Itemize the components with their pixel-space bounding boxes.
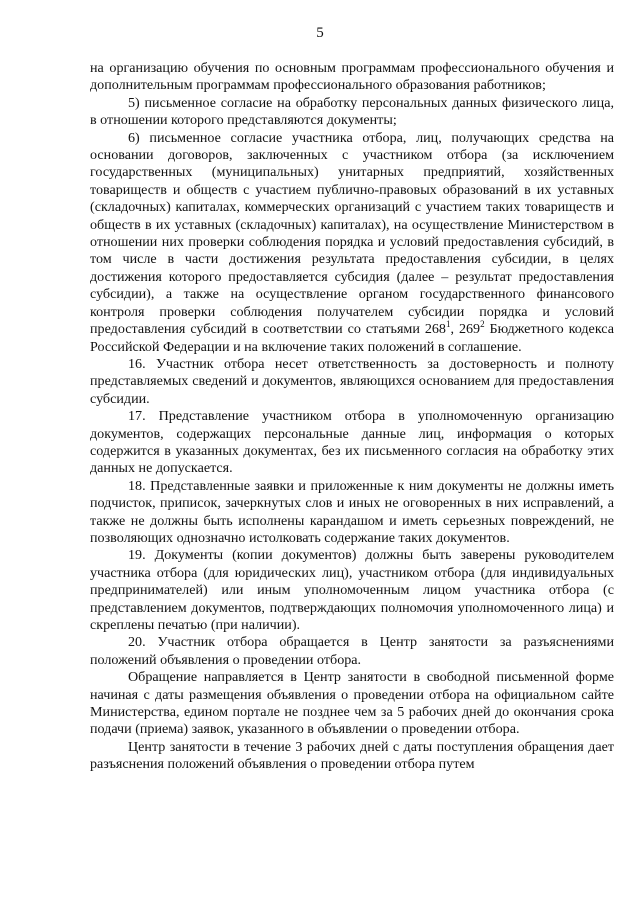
paragraph-18: 18. Представленные заявки и приложенные к ним документы не должны иметь подчисток, приписок, зачеркнутых слов и иных не оговоренных в них исправлений, а также не должны быть исполнены карандашом и иметь серьезных повреждений, не позволяющих однозначно истолковать содержание таких документов.	[90, 477, 614, 546]
paragraph-appeal: Обращение направляется в Центр занятости в свободной письменной форме начиная с даты размещения объявления о проведении отбора на официальном сайте Министерства, едином портале не позднее чем за 5 рабочих дней до окончания срока подачи (приема) заявок, указанного в объявлении о проведении отбора.	[90, 669, 614, 738]
page-number: 5	[316, 25, 324, 41]
paragraph-item-6-text-before: 6) письменное согласие участника отбора, лиц, получающих средства на основании договоров, заключенных с участником отбора (за исключением государственных (муниципальных) унитарных предприятий, хозяйственных товариществ и обществ с участием публично-правовых образований в их уставных (складочных) капиталах, коммерческих организаций с участием таких товариществ и обществ в их уставных (складочных) капиталах), на осуществление Министерством в отношении них проверки соблюдения порядка и условий предоставления субсидий, в том числе в части достижения результата предоставления субсидии, в целях достижения которого предоставляется субсидия (далее – результат предоставления субсидии), а также на осуществление органом государственного финансового контроля проверки соблюдения получателем субсидии порядка и условий предоставления субсидий в соответствии со статьями 268	[90, 129, 614, 338]
superscript-1: 1	[445, 319, 451, 330]
paragraph-19: 19. Документы (копии документов) должны быть заверены руководителем участника отбора (для юридических лиц), участником отбора (для индивидуальных предпринимателей) или иным уполномоченным лицом участника отбора (с представлением документов, подтверждающих полномочия уполномоченного лица) и скреплены печатью (при наличии).	[90, 547, 614, 633]
superscript-2: 2	[480, 319, 485, 330]
paragraph-item-6-text-after: Бюджетного кодекса Российской Федерации и на включение таких положений в соглашение.	[90, 321, 614, 355]
paragraph-item-6	[90, 130, 614, 356]
paragraph-16: 16. Участник отбора несет ответственность за достоверность и полноту представляемых сведений и документов, являющихся основанием для предоставления субсидии.	[90, 355, 614, 407]
paragraph-item-5: 5) письменное согласие на обработку персональных данных физического лица, в отношении которого представляются документы;	[90, 94, 614, 129]
document-body	[90, 60, 614, 774]
paragraph-17: 17. Представление участником отбора в уполномоченную организацию документов, содержащих персональные данные лиц, информация о которых содержится в указанных документах, без их письменного согласия на обработку этих данных не допускается.	[90, 408, 614, 477]
paragraph-20: 20. Участник отбора обращается в Центр занятости за разъяснениями положений объявления о проведении отбора.	[90, 634, 614, 668]
paragraph-item-6-text-mid: , 269	[450, 321, 481, 338]
paragraph-clarification: Центр занятости в течение 3 рабочих дней с даты поступления обращения дает разъяснения положений объявления о проведении отбора путем	[90, 738, 614, 773]
paragraph-continuation: на организацию обучения по основным программам профессионального обучения и дополнительным программам профессионального образования работников;	[90, 60, 614, 94]
